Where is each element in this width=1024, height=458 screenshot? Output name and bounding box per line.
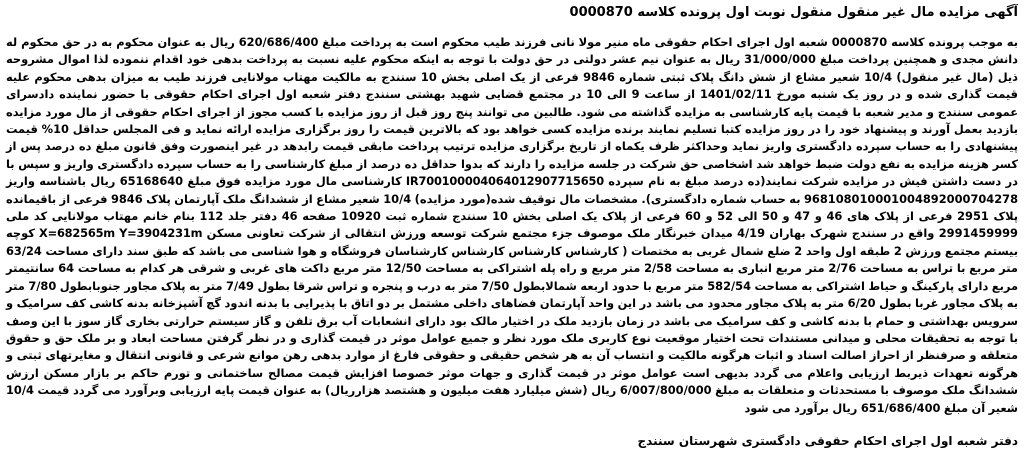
notice-footer: دفتر شعبه اول اجرای احکام حقوقی دادگستری شهرستان سنندج [637, 434, 1018, 448]
notice-title: آگهی مزایده مال غیر منقول منقول نوبت اول پرونده کلاسه 0000870 [569, 5, 1018, 20]
notice-body: به موجب پرونده کلاسه 0000870 شعبه اول اجرای احکام حقوقی ماه منیر مولا نانی فرزند طیب محکوم است به پرداخت مبلغ 620/686/400 ریال به عنوان محکوم به در حق محکوم له دانش مجدی و همچنین پرداخت مبلغ 31/000/000 ریال به عنوان نیم عشر دولتی در حق دولت با توجه به اینکه محکوم علیه نسبت به پرداخت بدهی خود اقدام ننموده لذا اموال مشروحه ذیل (مال غیر منقول) 10/4 شعیر مشاع از شش دانگ پلاک ثبتی شماره 9846 فرعی از یک اصلی بخش 10 سنندج به مالکیت مهتاب مولانایی فرزند طیب به میزان بدهی محکوم علیه قیمت گذاری شده و در روز یک شنبه مورخ 1401/02/11 از ساعت 9 الی 10 در مجتمع قضایی شهید بهشتی سنندج دفتر شعبه اول اجرای احکام حقوقی با حضور نماینده دادسرای عمومی سنندج و مدیر شعبه با قیمت پایه کارشناسی به مزایده گذاشته می شود. طالبین می توانند پنج روز قبل از روز مزایده با کسب مجوز از اجرای احکام حقوقی از مال مورد مزایده بازدید بعمل آورند و پیشنهاد خود را در روز مزایده کتبا تسلیم نمایند برنده مزایده کسی خواهد بود که بالاترین قیمت را روز برگزاری مزایده ارائه نماید و فی المجلس حداقل 10% قیمت پیشنهادی را به حساب سپرده دادگستری واریز نماید وحداکثر ظرف یکماه از تاریخ برگزاری مزایده ترتیب پرداخت مابقی قیمت رابدهد در غیر اینصورت وفق قانون مبلغ ده درصد پس از کسر هزینه مزایده به نفع دولت ضبط خواهد شد اشخاصی حق شرکت در جلسه مزایده را دارند که بدوا حداقل ده درصد از مبلغ کارشناسی را به حساب سپرده دادگستری واریز و سپس با در دست داشتن فیش در مزایده شرکت نمایند(ده درصد مبلغ به نام سپرده IR700100004064012907715650 کارشناسی مال مورد مزایده فوق مبلغ 65168640 ریال باشناسه واریز 968108010001004892000704278 به حساب شماره دادگستری). مشخصات مال توقیف شده(مورد مزایده) 10/4 شعیر مشاع از ششدانگ ملک آپارتمان پلاک 9846 فرعی از باقیمانده پلاک 2951 فرعی از پلاک های 46 و 47 و 50 الی 52 و 60 فرعی از پلاک یک اصلی بخش 10 سنندج شماره ثبت 10920 صفحه 46 دفتر جلد 112 بنام خانم مهتاب مولانایی کد ملی 2991459999 واقع در سنندج شهرک بهاران 4/19 میدان خبرنگار ملک موصوف جزء مجتمع شرکت توسعه ورزش انتقالی از شرکت تعاونی مسکن X=682565m Y=3904231m کوچه بیستم مجتمع ورزش 2 طبقه اول واحد 2 ضلع شمال غربی به مختصات ( کارشناس کارشناس کارشناس کارشناسان فروشگاه و هوا شناسی می باشد که طبق سند دارای مساحت 63/24 متر مربع با تراس به مساحت 2/76 متر مربع انباری به مساحت 2/58 متر مربع و راه پله اشتراکی به مساحت 12/50 متر مربع داکت های غربی و شرقی هر کدام به مساحت 64 سانتیمتر مربع دارای پارکینگ و حیاط اشتراکی به مساحت 582/54 متر مربع با حدود اربعه شمالابطول 7/50 متر به درب و پنجره و تراس شرقا بطول 7/49 متر به پلاک مجاور جنوبابطول 7/80 متر به پلاک مجاور غربا بطول 6/20 متر به پلاک مجاور محدود می باشد در این واحد آپارتمان فضاهای داخلی مشتمل بر دو اتاق با پذیرایی با بدنه اندود گچ آشپزخانه بدنه کاشی کف سرامیک و سرویس بهداشتی و حمام با بدنه کاشی و کف سرامیک می باشد در زمان بازدید ملک در اختیار مالک بود دارای انشعابات آب برق تلفن و گاز سیستم حرارتی بخاری گاز سوز با این وصف با توجه به تحقیقات محلی و میدانی مستندات تحت اختیار موقعیت نوع کاربری ملک مورد نظر و جمیع عوامل موثر در قیمت گذاری و در نظر گرفتن مساحت ابعاد و بر ملک حق و حقوق متعلقه و صرفنظر از احراز اصالت اسناد و اثبات هرگونه مالکیت و انتساب آن به هر شخص حقیقی و حقوقی فارغ از موارد بدهی رهن موانع شرعی و قانونی انتقال و مغایرتهای ثبتی و هرگونه تعهدات ذیربط ارزیابی واعلام می گردد بدیهی است عوامل موثر در قیمت گذاری و جهات موثر خصوصا افزایش قیمت مصالح ساختمانی و تورم حاکم بر بازار مسکن ارزش ششدانگ ملک موصوف با مستحدثات و متعلقات به مبلغ 6/007/800/000 ریال (شش میلیارد هفت میلیون و هشتصد هزارریال) به عنوان قیمت پایه ارزیابی وبرآورد می گردد قیمت 10/4 شعیر آن مبلغ 651/686/400 ریال برآورد می شود [6, 35, 1019, 415]
